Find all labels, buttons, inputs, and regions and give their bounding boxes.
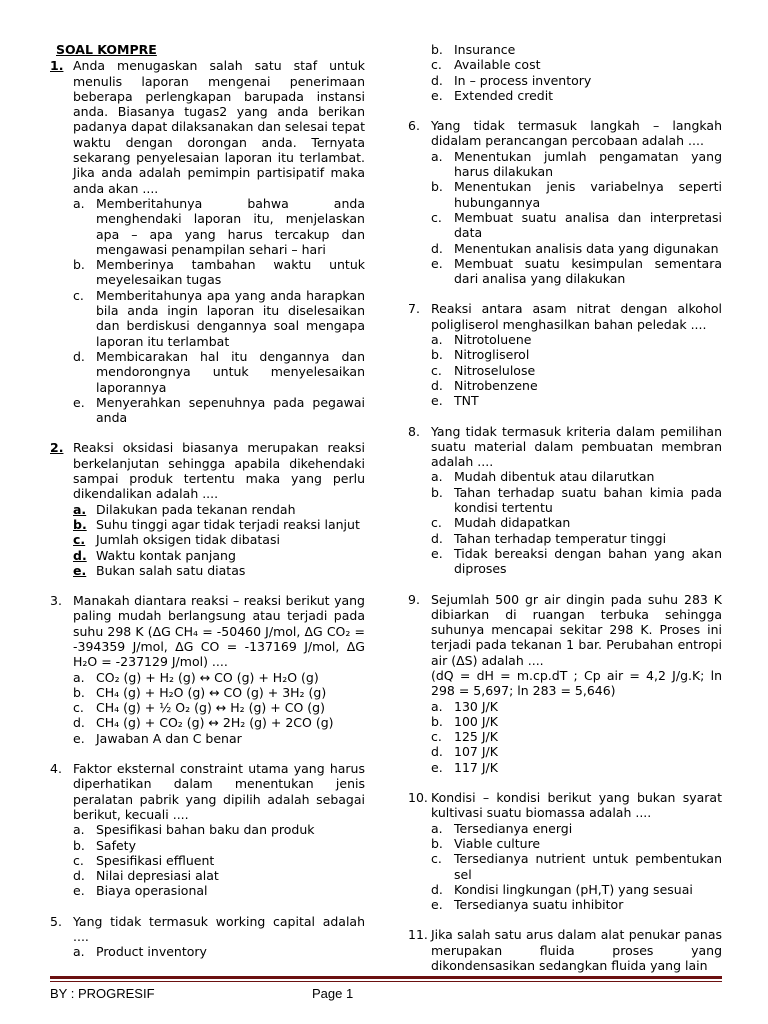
question-number: 4. xyxy=(50,761,62,777)
option-d: d. In – process inventory xyxy=(431,72,592,88)
option-a: a. Nitrotoluene xyxy=(431,332,532,348)
option-a: a. 130 J/K xyxy=(431,698,498,714)
question-5 xyxy=(50,914,365,960)
option-d: d. 107 J/K xyxy=(431,744,498,760)
footer-author: BY : PROGRESIF xyxy=(50,986,155,1001)
question-number: 1. xyxy=(50,58,64,74)
option-a: a. Menentukan jumlah pengamatan yang harus dilakukan xyxy=(431,148,722,180)
question-number: 11. xyxy=(408,927,428,943)
question-number: 8. xyxy=(408,423,420,439)
question-3 xyxy=(50,593,365,746)
question-stem: Faktor eksternal constraint utama yang harus diperhatikan dalam menentukan jenis peralatan pabrik yang dipilih adalah sebagai berikut, kecuali .... xyxy=(73,761,365,822)
option-d: d. Kondisi lingkungan (pH,T) yang sesuai xyxy=(431,881,693,897)
option-e: e. Jawaban A dan C benar xyxy=(73,730,242,746)
option-c: c. Mudah didapatkan xyxy=(431,515,571,531)
question-5-continued xyxy=(408,42,722,103)
question-number: 3. xyxy=(50,593,62,609)
option-c: c. Tersedianya nutrient untuk pembentukan sel xyxy=(431,851,722,882)
question-10 xyxy=(408,790,722,912)
option-e: e. 117 J/K xyxy=(431,759,498,775)
option-e: e. TNT xyxy=(431,393,479,409)
question-7 xyxy=(408,301,722,408)
option-b: b. Nitrogliserol xyxy=(431,347,530,363)
question-4 xyxy=(50,761,365,899)
option-d: d. Nilai depresiasi alat xyxy=(73,868,219,884)
footer-divider-thin xyxy=(50,981,722,982)
footer-page-number: Page 1 xyxy=(312,986,354,1001)
option-e: e. Biaya operasional xyxy=(73,883,208,899)
question-2 xyxy=(50,440,365,578)
question-stem: Yang tidak termasuk working capital adalah .... xyxy=(73,913,365,945)
question-stem: Reaksi antara asam nitrat dengan alkohol poligliserol menghasilkan bahan peledak .... xyxy=(431,301,722,332)
option-b: b. Suhu tinggi agar tidak terjadi reaksi lanjut xyxy=(73,516,360,532)
question-number: 7. xyxy=(408,301,420,317)
option-c: c. Available cost xyxy=(431,57,541,73)
footer-divider-thick xyxy=(50,976,722,979)
question-stem: Jika salah satu arus dalam alat penukar panas merupakan fluida proses yang dikondensasikan sedangkan fluida yang lain xyxy=(431,927,722,974)
question-note: (dQ = dH = m.cp.dT ; Cp air = 4,2 J/g.K; ln 298 = 5,697; ln 283 = 5,646) xyxy=(431,667,722,699)
option-c: c. Membuat suatu analisa dan interpretasi data xyxy=(431,209,722,241)
question-number: 6. xyxy=(408,118,420,134)
option-e: e. Tersedianya suatu inhibitor xyxy=(431,897,624,913)
option-a: a. Dilakukan pada tekanan rendah xyxy=(73,501,296,517)
option-b: b. Safety xyxy=(73,837,136,853)
question-number: 9. xyxy=(408,591,420,607)
option-c: c. 125 J/K xyxy=(431,729,498,745)
option-b: b. Memberinya tambahan waktu untuk meyelesaikan tugas xyxy=(73,257,365,288)
option-e: e. Tidak bereaksi dengan bahan yang akan diproses xyxy=(431,545,722,577)
question-stem: Yang tidak termasuk kriteria dalam pemilihan suatu material dalam pembuatan membran adalah .... xyxy=(431,423,722,470)
option-b: b. Viable culture xyxy=(431,835,541,851)
question-6 xyxy=(408,118,722,286)
option-d: d. Tahan terhadap temperatur tinggi xyxy=(431,530,667,546)
option-b: b. Insurance xyxy=(431,42,516,57)
option-b: b. Menentukan jenis variabelnya seperti hubungannya xyxy=(431,179,722,210)
option-a: a. CO₂ (g) + H₂ (g) ↔ CO (g) + H₂O (g) xyxy=(73,669,319,685)
question-number: 2. xyxy=(50,440,64,456)
option-a: a. Memberitahunya bahwa anda menghendaki laporan itu, menjelaskan apa – apa yang harus tercakup dan mengawasi penampilan sehari – hari xyxy=(73,195,365,257)
option-b: b. 100 J/K xyxy=(431,713,498,729)
question-stem: Manakah diantara reaksi – reaksi berikut yang paling mudah berlangsung atau terjadi pada suhu 298 K (ΔG CH₄ = -50460 J/mol, ΔG CO₂ = -394359 J/mol, ΔG CO = -137169 J/mol, ΔG H₂O = -237129 J/mol) .... xyxy=(73,593,365,670)
question-number: 5. xyxy=(50,913,62,929)
option-e: e. Extended credit xyxy=(431,87,554,103)
question-stem: Sejumlah 500 gr air dingin pada suhu 283 K dibiarkan di ruangan terbuka sehingga suhunya mencapai sekitar 298 K. Proses ini terjadi pada tekanan 1 bar. Perubahan entropi air (ΔS) adalah .... xyxy=(431,591,722,668)
option-e: e. Membuat suatu kesimpulan sementara dari analisa yang dilakukan xyxy=(431,255,722,287)
option-a: a. Product inventory xyxy=(73,944,207,960)
option-b: b. CH₄ (g) + H₂O (g) ↔ CO (g) + 3H₂ (g) xyxy=(73,684,327,700)
page-title: SOAL KOMPRE xyxy=(56,42,157,57)
question-stem: Reaksi oksidasi biasanya merupakan reaksi berkelanjutan sehingga apabila dikehendaki sampai produk tertentu maka yang perlu dikendalikan adalah .... xyxy=(73,440,365,502)
option-d: d. Nitrobenzene xyxy=(431,377,538,393)
question-8 xyxy=(408,424,722,577)
question-number: 10. xyxy=(408,790,428,806)
option-d: d. Waktu kontak panjang xyxy=(73,547,236,563)
option-c: c. CH₄ (g) + ½ O₂ (g) ↔ H₂ (g) + CO (g) xyxy=(73,700,325,716)
question-stem: Kondisi – kondisi berikut yang bukan syarat kultivasi suatu biomassa adalah .... xyxy=(431,790,722,821)
option-e: e. Menyerahkan sepenuhnya pada pegawai anda xyxy=(73,394,365,426)
question-stem: Yang tidak termasuk langkah – langkah didalam perancangan percobaan adalah .... xyxy=(431,118,722,149)
question-9 xyxy=(408,592,722,776)
option-c: c. Nitroselulose xyxy=(431,362,536,378)
option-a: a. Tersedianya energi xyxy=(431,820,573,836)
option-c: c. Jumlah oksigen tidak dibatasi xyxy=(73,532,280,548)
left-column xyxy=(50,42,365,960)
option-b: b. Tahan terhadap suatu bahan kimia pada kondisi tertentu xyxy=(431,484,722,516)
option-c: c. Memberitahunya apa yang anda harapkan bila anda ingin laporan itu diselesaikan dan berdiskusi dengannya soal mengapa laporan itu terlambat xyxy=(73,287,365,349)
question-stem: Anda menugaskan salah satu staf untuk menulis laporan mengenai penerimaan beberapa perlengkapan barupada instansi anda. Biasanya tugas2 yang anda berikan padanya dapat dilaksanakan dan selesai tepat waktu dengan dorongan anda. Ternyata sekarang penyelesaian laporan itu terlambat. Jika anda adalah pemimpin partisipatif maka anda akan .... xyxy=(73,58,365,196)
option-c: c. Spesifikasi effluent xyxy=(73,852,215,868)
option-e: e. Bukan salah satu diatas xyxy=(73,562,246,578)
right-column xyxy=(408,42,722,973)
option-a: a. Mudah dibentuk atau dilarutkan xyxy=(431,469,655,485)
option-a: a. Spesifikasi bahan baku dan produk xyxy=(73,822,315,838)
option-d: d. Membicarakan hal itu dengannya dan mendorongnya untuk menyelesaikan laporannya xyxy=(73,348,365,395)
question-11 xyxy=(408,927,722,973)
option-d: d. Menentukan analisis data yang digunakan xyxy=(431,240,719,256)
option-d: d. CH₄ (g) + CO₂ (g) ↔ 2H₂ (g) + 2CO (g) xyxy=(73,715,334,731)
question-1 xyxy=(50,58,365,425)
